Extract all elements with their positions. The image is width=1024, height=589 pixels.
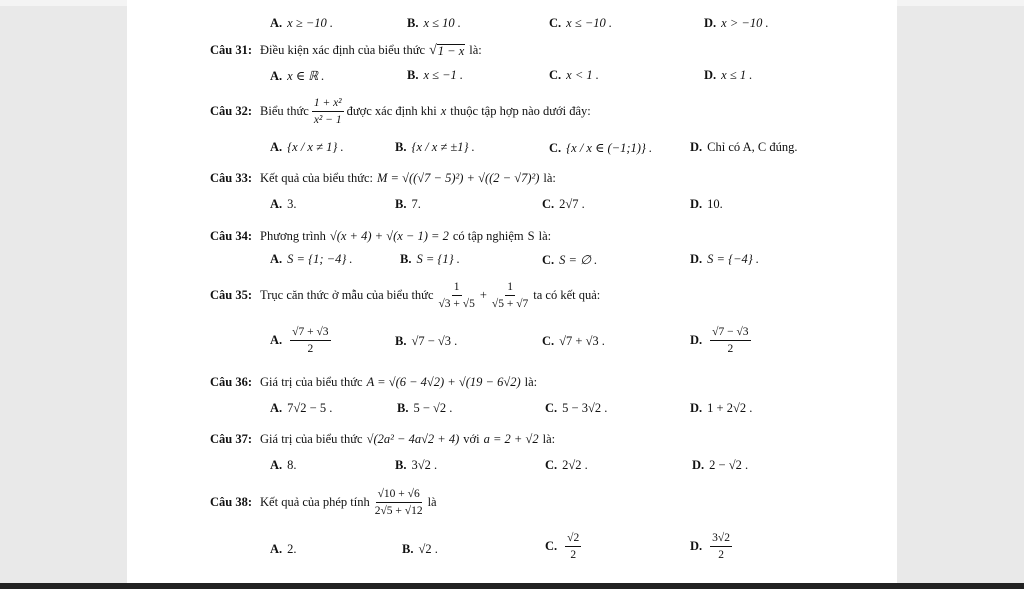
option-b: B. 5 − √2 . bbox=[397, 401, 453, 415]
option-a: A. 3. bbox=[270, 197, 297, 211]
option-b: B. {x / x ≠ ±1} . bbox=[395, 140, 475, 154]
option-d: D. $\frac{√7 - √3}{2}$ bbox=[690, 326, 749, 355]
option-d: D. x ≤ 1 . bbox=[704, 68, 753, 82]
option-c: C. 2√7 . bbox=[542, 197, 585, 211]
option-c: C. S = ∅ . bbox=[542, 252, 598, 267]
option-c: C. √7 + √3 . bbox=[542, 334, 605, 348]
option-b: B. 3√2 . bbox=[395, 458, 438, 472]
question-34: Câu 34: Phương trình √(x + 4) + √(x − 1) = 2 có tập nghiệm S là: bbox=[210, 229, 552, 243]
question-32: Câu 32: Biểu thức $\frac{\text{1 + x²}}{\text{x² − 1}}$ được xác định khi x thuộc tập hợp nào dưới đây: bbox=[210, 97, 591, 126]
option-a: A. $\frac{√7 + √3}{2}$ bbox=[270, 326, 329, 355]
question-36: Câu 36: Giá trị của biểu thức A = √(6 − 4√2) + √(19 − 6√2) là: bbox=[210, 375, 538, 389]
option-c: C. 2√2 . bbox=[545, 458, 588, 472]
option-d: D. 2 − √2 . bbox=[692, 458, 749, 472]
option-b: B. √2 . bbox=[402, 542, 438, 556]
option-d: D. $\frac{3√2}{2}$ bbox=[690, 532, 730, 561]
option-a: A. 8. bbox=[270, 458, 297, 472]
option-d: D. S = {−4} . bbox=[690, 252, 760, 266]
question-31: Câu 31: Điều kiện xác định của biểu thức √ 1 − x là: bbox=[210, 42, 482, 58]
option-c: C. {x / x ∈ (−1;1)} . bbox=[549, 140, 653, 155]
fraction: $\frac{√10 + √6}{2√5 + √12}$ bbox=[374, 488, 423, 517]
option-d: D. x > −10 . bbox=[704, 16, 769, 30]
option-a: A. x ∈ ℝ . bbox=[270, 68, 325, 83]
fraction: $\frac{1}{√5 + √7}$ bbox=[491, 281, 529, 310]
option-c: C. x ≤ −10 . bbox=[549, 16, 612, 30]
option-a: A. S = {1; −4} . bbox=[270, 252, 353, 266]
option-a: A. 7√2 − 5 . bbox=[270, 401, 333, 415]
option-b: B. x ≤ −1 . bbox=[407, 68, 464, 82]
question-37: Câu 37: Giá trị của biểu thức √(2a² − 4a√2 + 4) với a = 2 + √2 là: bbox=[210, 432, 556, 446]
option-d: D. 1 + 2√2 . bbox=[690, 401, 753, 415]
fraction: $\frac{\text{1 + x²}}{\text{x² − 1}}$ bbox=[313, 97, 342, 126]
option-d: D. 10. bbox=[690, 197, 723, 211]
option-c: C. 5 − 3√2 . bbox=[545, 401, 608, 415]
document-page bbox=[127, 0, 897, 589]
option-b: B. S = {1} . bbox=[400, 252, 460, 266]
option-a: A. {x / x ≠ 1} . bbox=[270, 140, 344, 154]
option-b: B. √7 − √3 . bbox=[395, 334, 458, 348]
option-b: B. 7. bbox=[395, 197, 421, 211]
fraction: $\frac{1}{√3 + √5}$ bbox=[438, 281, 475, 310]
option-c: C. $\frac{√2}{2}$ bbox=[545, 532, 580, 561]
question-35: Câu 35: Trục căn thức ở mẫu của biểu thức $\frac{1}{√3 + √5}$ + $\frac{1}{√5 + √7}$ ta có kết quả: bbox=[210, 281, 601, 310]
bottom-edge bbox=[0, 583, 1024, 589]
option-c: C. x < 1 . bbox=[549, 68, 599, 82]
question-33: Câu 33: Kết quả của biểu thức: M = √((√7 − 5)²) + √((2 − √7)²) là: bbox=[210, 171, 556, 185]
option-a: A. 2. bbox=[270, 542, 297, 556]
option-a: A. x ≥ −10 . bbox=[270, 16, 333, 30]
question-38: Câu 38: Kết quả của phép tính $\frac{√10 + √6}{2√5 + √12}$ là bbox=[210, 488, 437, 517]
option-d: D. Chỉ có A, C đúng. bbox=[690, 140, 798, 154]
option-b: B. x ≤ 10 . bbox=[407, 16, 461, 30]
radical: √ 1 − x bbox=[429, 42, 465, 58]
